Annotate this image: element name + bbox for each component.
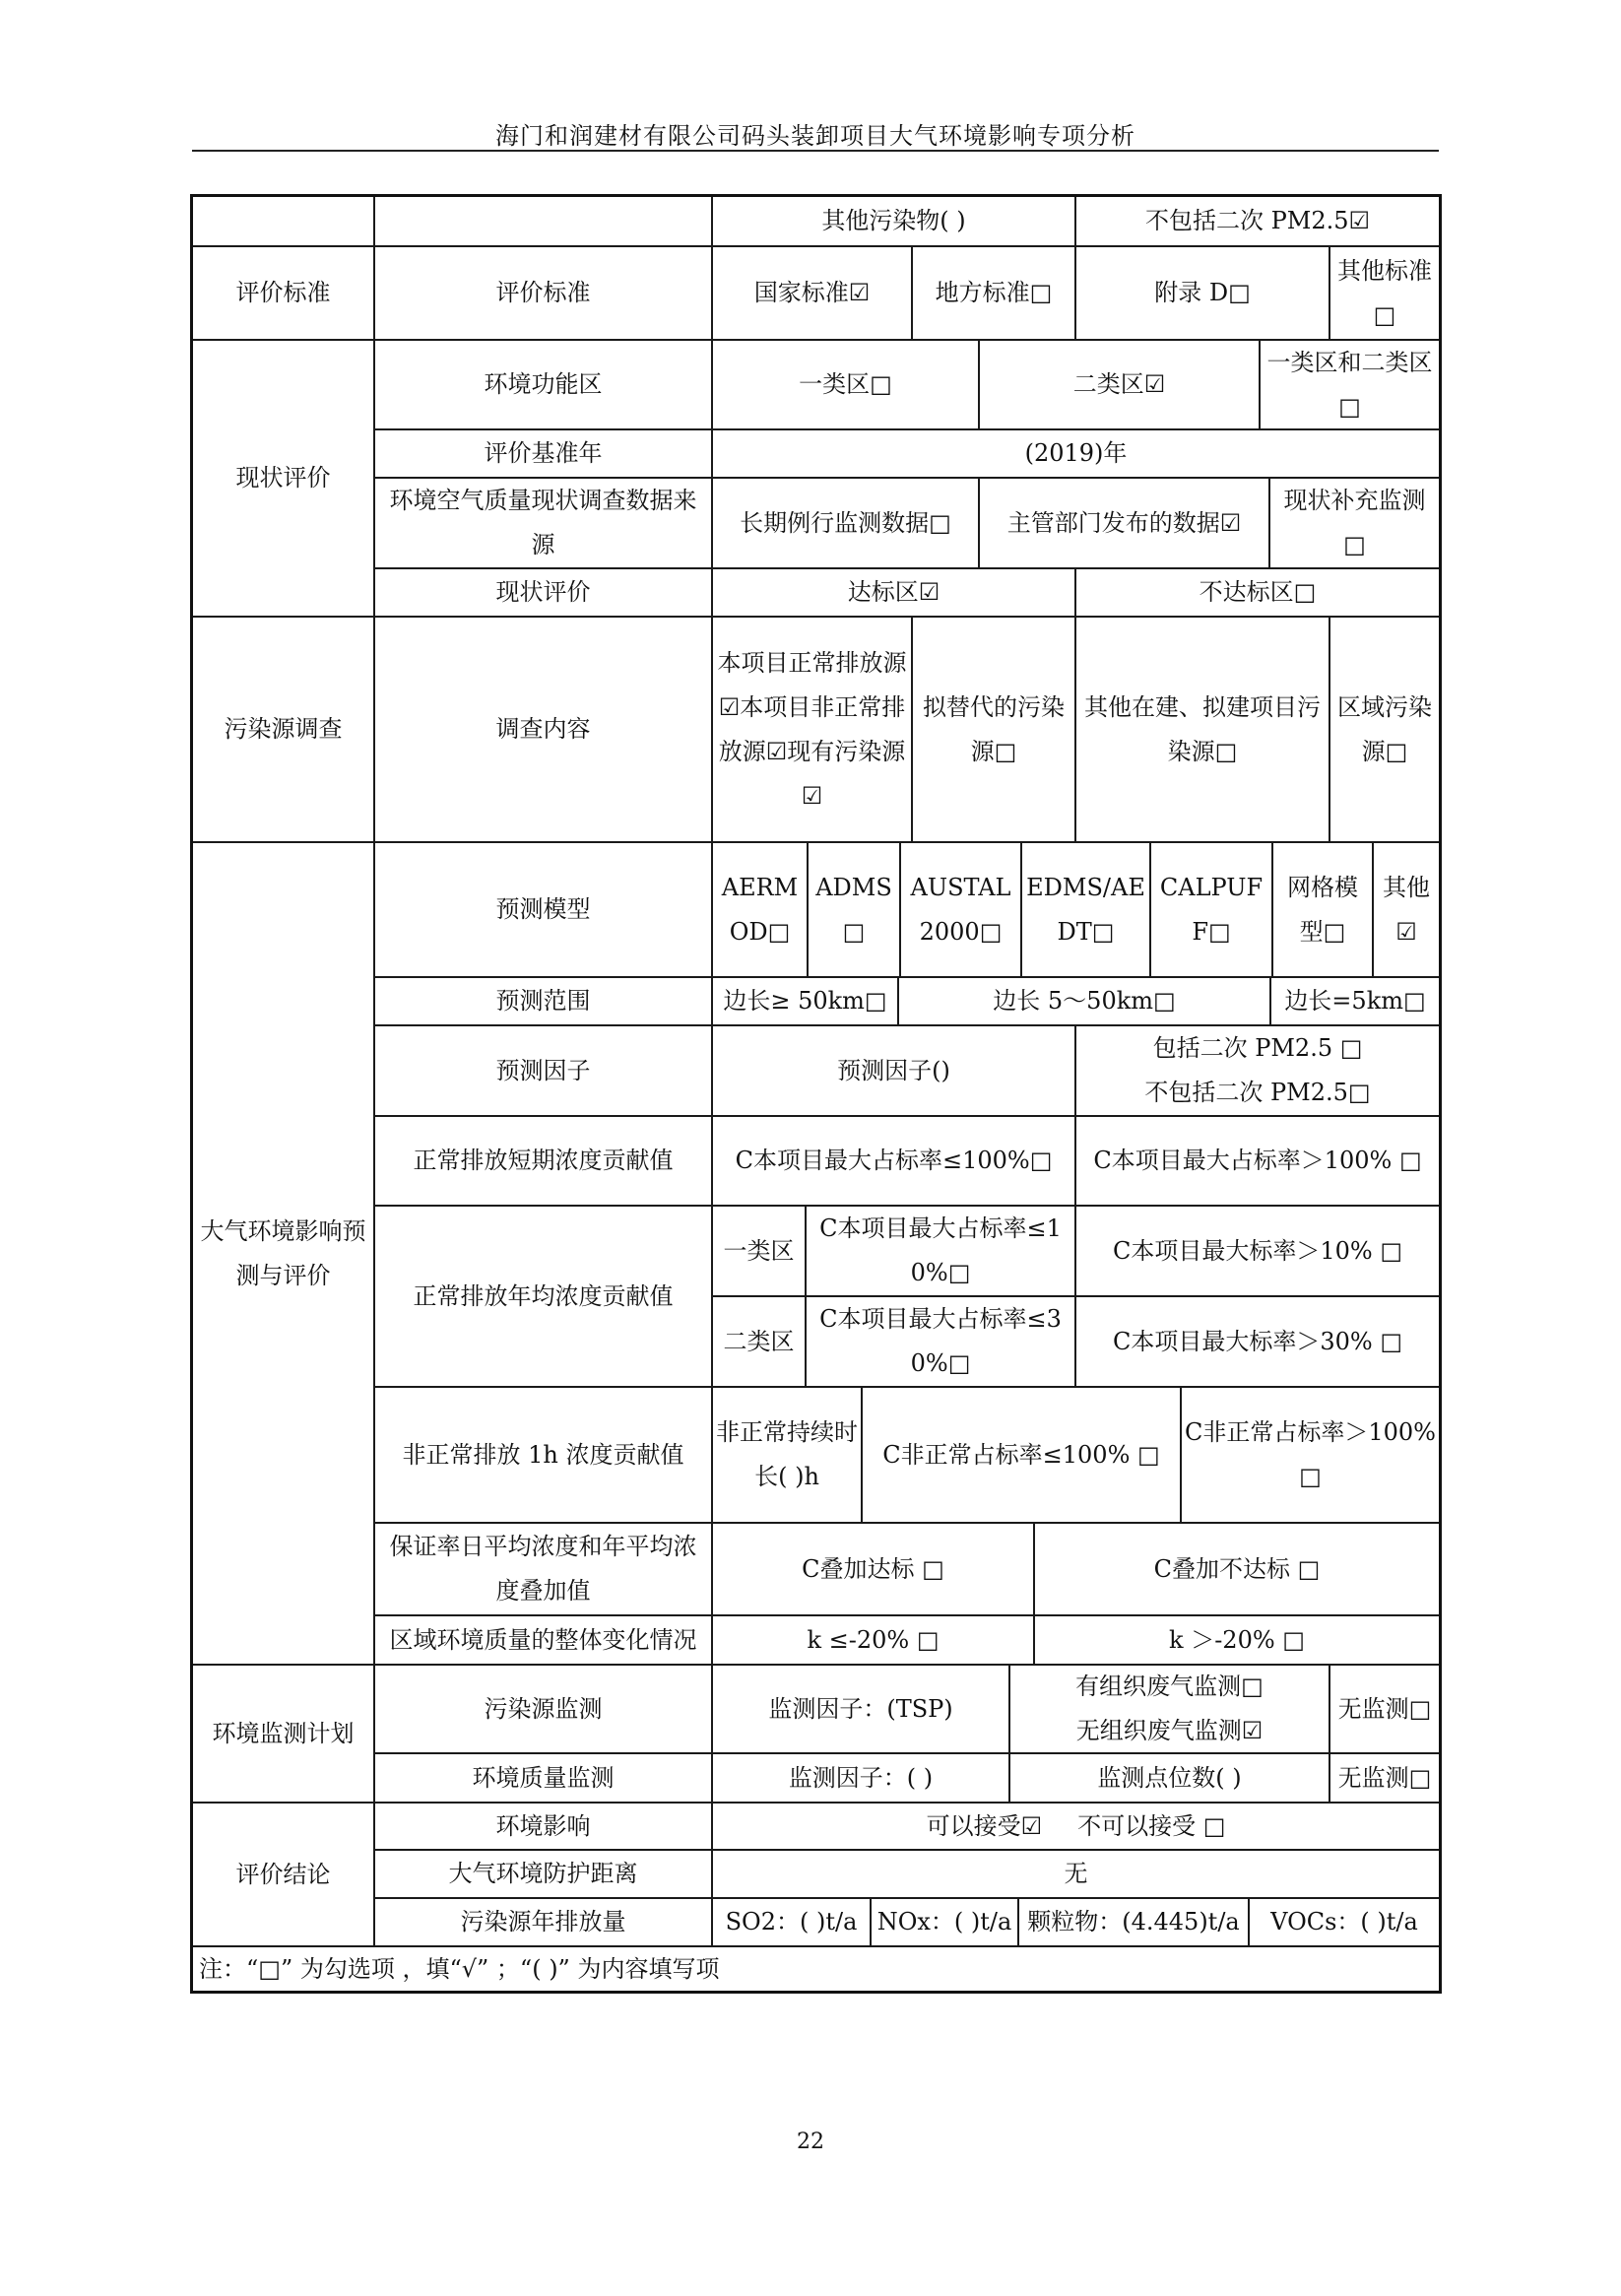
cell-abnormal-label — [374, 1387, 712, 1523]
cell-text-superposition-label: 保证率日平均浓度和年平均浓度叠加值 — [389, 1533, 697, 1605]
cell-text-range-5to50: 边长 5～50km□ — [993, 987, 1176, 1015]
cell-model-grid — [1272, 842, 1373, 977]
cell-text-exclude-secondary-pm25: 不包括二次 PM2.5☑ — [1144, 207, 1371, 234]
cell-text-base-year-label: 评价基准年 — [484, 439, 603, 467]
cell-text-factor-label: 预测因子 — [495, 1056, 591, 1084]
cell-text-model-adms: ADMS□ — [815, 873, 892, 946]
cell-text-factor-value: 预测因子() — [837, 1056, 950, 1084]
cell-text-local-std: 地方标准□ — [935, 279, 1053, 306]
cell-text-monitoring-points: 监测点位数( ) — [1097, 1763, 1242, 1792]
cell-quality-monitoring-label — [374, 1753, 712, 1803]
cell-source-monitoring-label — [374, 1665, 712, 1753]
cell-superposition-noncompliant — [1034, 1523, 1440, 1615]
cell-text-annual-label: 正常排放年均浓度贡献值 — [413, 1281, 674, 1310]
cell-text-model-aermod: AERMOD□ — [721, 873, 799, 946]
cell-text-pollution-source-cat: 污染源调查 — [224, 715, 343, 743]
cell-survey-project-sources — [712, 617, 912, 842]
cell-text-note: 注：“□” 为勾选项 ，填“√” ；“( )” 为内容填写项 — [199, 1954, 720, 1983]
cell-text-status-eval-cat: 现状评价 — [235, 464, 331, 492]
cell-text-national-std: 国家标准☑ — [753, 279, 871, 306]
cell-model-label — [374, 842, 712, 977]
cell-text-survey-replaced-sources: 拟替代的污染源□ — [923, 692, 1065, 765]
cell-model-adms — [808, 842, 900, 977]
cell-superposition-label — [374, 1523, 712, 1615]
cell-model-austal — [900, 842, 1021, 977]
cell-regional-change-label — [374, 1615, 712, 1665]
cell-text-superposition-noncompliant: C叠加不达标 □ — [1153, 1554, 1321, 1583]
cell-text-authority-data: 主管部门发布的数据☑ — [1006, 508, 1242, 537]
cell-range-label — [374, 977, 712, 1025]
cell-text-other-std: 其他标准□ — [1337, 256, 1432, 329]
cell-abnormal-duration — [712, 1387, 862, 1523]
cell-text-pollutants-other: 其他污染物( ) — [821, 207, 966, 234]
cell-model-other — [1373, 842, 1440, 977]
cell-text-status-eval-item: 现状评价 — [495, 578, 591, 606]
cell-text-model-calpuff: CALPUFF□ — [1159, 873, 1264, 946]
cell-text-eval-standard-item: 评价标准 — [495, 279, 591, 306]
cell-text-quality-monitoring-label: 环境质量监测 — [472, 1763, 615, 1792]
cell-prediction-cat — [192, 842, 374, 1665]
cell-class1-zone — [712, 340, 979, 429]
cell-text-abnormal-duration: 非正常持续时长( )h — [716, 1418, 858, 1490]
cell-text-survey-content-label: 调查内容 — [495, 715, 591, 743]
cell-status-eval-item — [374, 568, 712, 617]
cell-monitoring-cat — [192, 1665, 374, 1803]
cell-range-5to50 — [898, 977, 1270, 1025]
cell-text-monitoring-cat: 环境监测计划 — [212, 1719, 355, 1747]
cell-monitoring-points — [1009, 1753, 1329, 1803]
cell-survey-content-label — [374, 617, 712, 842]
page-header-title: 海门和润建材有限公司码头装卸项目大气环境影响专项分析 — [495, 122, 1135, 150]
cell-k-gt-neg20 — [1034, 1615, 1440, 1665]
cell-text-source-monitoring-factor: 监测因子：(TSP) — [768, 1694, 953, 1723]
cell-text-k-le-neg20: k ≤-20% □ — [807, 1625, 940, 1654]
cell-no-source-monitoring — [1329, 1665, 1440, 1753]
cell-vocs — [1249, 1898, 1440, 1946]
cell-text-class1-and-2-zone: 一类区和二类区□ — [1266, 348, 1433, 421]
cell-long-term-monitoring — [712, 478, 979, 568]
cell-no-quality-monitoring — [1329, 1753, 1440, 1803]
cell-exclude-secondary-pm25 — [1075, 196, 1440, 246]
cell-annual-class1 — [712, 1206, 806, 1296]
cell-data-source-label — [374, 478, 712, 568]
cell-text-data-source-label: 环境空气质量现状调查数据来源 — [389, 487, 697, 558]
cell-text-factor-include-secondary: 包括二次 PM2.5 □ — [1152, 1034, 1363, 1062]
cell-text-compliant-zone: 达标区☑ — [847, 578, 940, 606]
cell-text-k-gt-neg20: k ＞-20% □ — [1169, 1625, 1305, 1654]
cell-text-model-grid: 网格模型□ — [1287, 873, 1358, 946]
cell-factor-label — [374, 1025, 712, 1116]
cell-text-so2: SO2：( )t/a — [725, 1908, 858, 1935]
cell-text-abnormal-gt100: C非正常占标率＞100%□ — [1185, 1418, 1436, 1490]
cell-model-aermod — [712, 842, 808, 977]
cell-text-model-label: 预测模型 — [495, 895, 591, 923]
cell-factor-value — [712, 1025, 1075, 1116]
cell-range-ge50 — [712, 977, 898, 1025]
cell-text-abnormal-le100: C非正常占标率≤100% □ — [882, 1440, 1160, 1469]
cell-text-protection-distance-label: 大气环境防护距离 — [448, 1860, 638, 1887]
cell-env-function-zone — [374, 340, 712, 429]
cell-text-range-eq5: 边长=5km□ — [1284, 987, 1426, 1015]
cell-text-supplementary-monitoring: 现状补充监测□ — [1283, 487, 1426, 558]
page-number: 22 — [797, 2130, 824, 2154]
header-rule — [192, 150, 1439, 152]
cell-short-term-gt100 — [1075, 1116, 1440, 1206]
cell-source-monitoring-factor — [712, 1665, 1009, 1753]
cell-class2-zone — [979, 340, 1260, 429]
cell-text-class1-zone: 一类区□ — [799, 370, 892, 398]
cell-text-env-impact-label: 环境影响 — [495, 1811, 591, 1840]
cell-text-abnormal-label: 非正常排放 1h 浓度贡献值 — [402, 1440, 684, 1469]
cell-text-model-austal: AUSTAL2000□ — [910, 873, 1011, 946]
cell-text-class2-zone: 二类区☑ — [1072, 370, 1166, 398]
cell-text-short-term-le100: C本项目最大占标率≤100%□ — [735, 1147, 1053, 1174]
cell-superposition-compliant — [712, 1523, 1034, 1615]
cell-secondary-pm25-options — [1075, 1025, 1440, 1116]
cell-empty — [192, 196, 374, 246]
cell-conclusion-cat — [192, 1803, 374, 1946]
cell-text-env-function-zone: 环境功能区 — [484, 370, 603, 398]
cell-text-annual-class1: 一类区 — [723, 1236, 795, 1265]
cell-k-le-neg20 — [712, 1615, 1034, 1665]
cell-compliant-zone — [712, 568, 1075, 617]
cell-text-unorganized-emission: 无组织废气监测☑ — [1075, 1717, 1264, 1744]
cell-nox — [871, 1898, 1018, 1946]
cell-note — [192, 1946, 1440, 1992]
cell-text-annual-class2: 二类区 — [723, 1327, 795, 1355]
cell-text-model-other: 其他☑ — [1383, 873, 1430, 946]
cell-text-organized-emission: 有组织废气监测□ — [1075, 1673, 1264, 1700]
cell-text-survey-project-sources: 本项目正常排放源☑本项目非正常排放源☑现有污染源☑ — [717, 648, 907, 810]
cell-annual-class1-le10 — [806, 1206, 1075, 1296]
cell-text-annual-class2-le30: C本项目最大占标率≤30%□ — [819, 1305, 1062, 1377]
cell-text-annual-class1-gt10: C本项目最大标率＞10% □ — [1112, 1236, 1402, 1265]
cell-annual-label — [374, 1206, 712, 1387]
cell-so2 — [712, 1898, 871, 1946]
cell-supplementary-monitoring — [1269, 478, 1440, 568]
cell-abnormal-gt100 — [1181, 1387, 1440, 1523]
cell-text-particulates: 颗粒物：(4.445)t/a — [1027, 1908, 1240, 1935]
cell-eval-standard-item — [374, 246, 712, 340]
cell-text-protection-distance-value: 无 — [1064, 1860, 1088, 1887]
cell-abnormal-le100 — [862, 1387, 1181, 1523]
cell-other-std — [1329, 246, 1440, 340]
cell-text-appendix-d: 附录 D□ — [1154, 279, 1251, 306]
cell-text-unacceptable: 不可以接受 □ — [1077, 1811, 1226, 1840]
cell-text-vocs: VOCs：( )t/a — [1270, 1908, 1418, 1935]
cell-short-term-le100 — [712, 1116, 1075, 1206]
cell-base-year-label — [374, 429, 712, 478]
cell-protection-distance-value — [712, 1850, 1440, 1898]
cell-survey-other-projects — [1075, 617, 1329, 842]
cell-text-long-term-monitoring: 长期例行监测数据□ — [740, 508, 951, 537]
cell-protection-distance-label — [374, 1850, 712, 1898]
cell-pollutants-other — [712, 196, 1075, 246]
cell-text-annual-class1-le10: C本项目最大占标率≤10%□ — [819, 1214, 1062, 1286]
cell-eval-standard-cat — [192, 246, 374, 340]
cell-text-short-term-label: 正常排放短期浓度贡献值 — [413, 1147, 674, 1174]
cell-text-annual-emission-label: 污染源年排放量 — [460, 1908, 626, 1935]
cell-text-model-edms: EDMS/AEDT□ — [1026, 873, 1145, 946]
cell-particulates — [1018, 1898, 1249, 1946]
cell-text-eval-standard-cat: 评价标准 — [235, 279, 331, 306]
cell-short-term-label — [374, 1116, 712, 1206]
cell-empty — [374, 196, 712, 246]
cell-local-std — [912, 246, 1075, 340]
cell-text-factor-exclude-secondary: 不包括二次 PM2.5□ — [1144, 1079, 1371, 1106]
cell-base-year-value — [712, 429, 1440, 478]
cell-model-edms — [1021, 842, 1150, 977]
cell-acceptability-options — [712, 1803, 1440, 1850]
cell-pollution-source-cat — [192, 617, 374, 842]
cell-annual-class2 — [712, 1296, 806, 1387]
cell-text-survey-other-projects: 其他在建、拟建项目污染源□ — [1084, 692, 1321, 765]
cell-text-range-label: 预测范围 — [495, 987, 591, 1015]
cell-exhaust-monitoring-options — [1009, 1665, 1329, 1753]
cell-text-quality-monitoring-factor: 监测因子：( ) — [788, 1763, 934, 1792]
cell-text-short-term-gt100: C本项目最大占标率＞100% □ — [1093, 1147, 1422, 1174]
cell-quality-monitoring-factor — [712, 1753, 1009, 1803]
cell-range-eq5 — [1270, 977, 1440, 1025]
cell-text-base-year-value: (2019)年 — [1024, 439, 1128, 467]
cell-text-source-monitoring-label: 污染源监测 — [484, 1694, 603, 1723]
cell-national-std — [712, 246, 912, 340]
cell-model-calpuff — [1150, 842, 1272, 977]
cell-text-no-quality-monitoring: 无监测□ — [1337, 1763, 1432, 1792]
cell-annual-class2-gt30 — [1075, 1296, 1440, 1387]
cell-text-annual-class2-gt30: C本项目最大标率＞30% □ — [1112, 1327, 1402, 1355]
cell-text-regional-change-label: 区域环境质量的整体变化情况 — [389, 1625, 697, 1654]
cell-annual-emission-label — [374, 1898, 712, 1946]
cell-survey-replaced-sources — [912, 617, 1075, 842]
cell-text-conclusion-cat: 评价结论 — [235, 1860, 331, 1888]
cell-text-survey-regional-sources: 区域污染源□ — [1337, 692, 1432, 765]
cell-authority-data — [979, 478, 1269, 568]
cell-appendix-d — [1075, 246, 1329, 340]
cell-annual-class1-gt10 — [1075, 1206, 1440, 1296]
cell-text-acceptable: 可以接受☑ — [926, 1811, 1043, 1840]
cell-annual-class2-le30 — [806, 1296, 1075, 1387]
cell-status-eval-cat — [192, 340, 374, 617]
cell-text-superposition-compliant: C叠加达标 □ — [802, 1554, 944, 1583]
cell-class1-and-2-zone — [1260, 340, 1440, 429]
cell-text-prediction-cat: 大气环境影响预测与评价 — [200, 1216, 366, 1289]
cell-text-nox: NOx：( )t/a — [876, 1908, 1012, 1935]
cell-text-no-source-monitoring: 无监测□ — [1337, 1694, 1432, 1723]
cell-noncompliant-zone — [1075, 568, 1440, 617]
cell-text-range-ge50: 边长≥ 50km□ — [723, 987, 887, 1015]
cell-env-impact-label — [374, 1803, 712, 1850]
cell-text-noncompliant-zone: 不达标区□ — [1199, 578, 1317, 606]
cell-survey-regional-sources — [1329, 617, 1440, 842]
